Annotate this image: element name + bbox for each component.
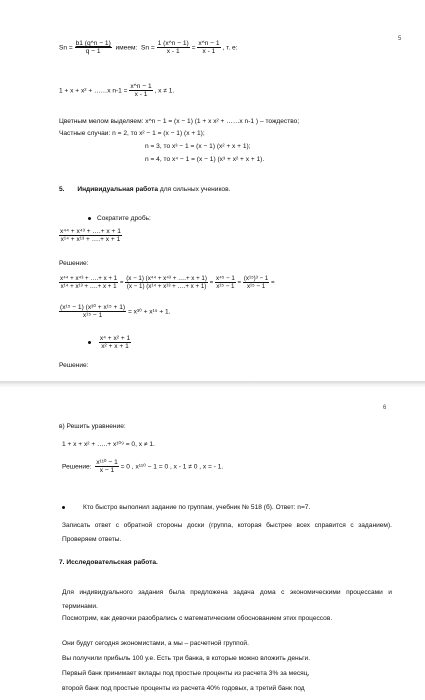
chalk-line: Цветным мелом выделяем: x^n − 1 = (x − 1) (1 + x x² + ……x n-1 ) – тождество; [59,118,300,125]
paragraph-6: второй банк под простые проценты из расчета 40% годовых, а третий банк под [62,685,305,692]
paragraph-5: Первый банк принимает вклады под простые проценты из расчета 3% за месяц, [62,670,310,677]
special-cases: Частные случаи: n = 2, то x² − 1 = (x − 1) (x + 1); [59,130,205,137]
case-4: n = 4, то x⁴ − 1 = (x − 1) (x³ + x² + x + 1). [145,156,265,163]
record-answer-text: Записать ответ с обратной стороны доски (группа, которая быстрее всех справится с заданием). Проверяем ответы. [62,522,392,543]
sum-formula-line: Sn = $\frac{b1 (q\^{}n - 1)}{q - 1}$ имеем: Sn = $\frac{1 (x\^{}n - 1)}{x - 1}$ = $\frac{x\^{}n - 1}{x - 1}$ , т. е: [59,40,238,55]
part-v: в) Решить уравнение: [59,423,126,430]
solution-label-2: Решение: [59,362,89,369]
page-number: 6 [383,405,387,411]
equation-solution: Решение: $\frac{\text{x¹¹⁰ − 1}}{x - 1}$ = 0 , x¹¹⁰ − 1 = 0 , x - 1 ≠ 0 , x = - 1. [62,459,224,474]
section-7-heading: 7. Исследовательская работа. [59,559,158,566]
fast-task-bullet: Кто быстро выполнил задание по группам, учебник № 518 (б). Ответ: n=7. [62,504,310,512]
paragraph-3: Они будут сегодня экономистами, а мы – расчетной группой. [62,640,249,647]
sum-formula-fraction: $\frac{b1 (q\^{}n - 1)}{q - 1}$ [75,40,111,55]
fraction-1: $\frac{\text{x⁴⁴ + x⁴³ + ….+ x + 1}}{\text{x¹⁴ + x¹³ + ….+ x + 1}}$ [60,228,121,243]
paragraph-4: Вы получили прибыль 100 у.е. Есть три банка, в которые можно вложить деньги. [62,655,311,662]
equation: 1 + x + x² + …..+ x¹⁰⁹ = 0, x ≠ 1. [62,441,155,448]
section-5-heading: 5. Индивидуальная работа для сильных учеников. [59,186,231,193]
case-3: n = 3, то x³ − 1 = (x − 1) (x² + x + 1); [145,143,251,150]
bullet-icon [88,341,91,344]
task-bullet: Сократите дробь: [88,215,151,223]
solution-label: Решение: [59,260,89,267]
solution-line-2: $\frac{\text{(x¹⁵ − 1) (x³⁰ + x¹⁵ + 1)}}{\text{x¹⁵ − 1}}$ = x³⁰ + x¹⁵ + 1. [60,304,171,319]
paragraph-2: Посмотрим, как девочки разобрались с математическим обоснованием этих процессов. [62,615,333,622]
page-6 [0,387,425,700]
solution-line-1: $\frac{\text{x⁴⁴ + x⁴³ + ….+ x + 1}}{\text{x¹⁴ + x¹³ + ….+ x + 1}}$ = $\frac{\text{(x − 1) (x⁴⁴ + x⁴³ + ….+ x + 1)}}{\text{(x − 1) (x¹⁴ + x¹³ + ….+ x + 1)}}$ = $\frac{\text{x⁴⁵ − 1}}{\text{x¹⁵ − 1}}$ = $\frac{\text{(x¹⁵)³ − 1}}{\text{x¹⁵ − 1}}$ = [60,275,275,290]
series-line: 1 + x + x² + ……x n-1 = $\frac{x\^{}n - 1}{x - 1}$ , x ≠ 1. [59,83,175,98]
fraction-2: $\frac{\text{x⁴ + x² + 1}}{\text{x² + x + 1}}$ [88,335,131,350]
bullet-icon [88,217,91,220]
paragraph-1: Для индивидуального задания была предложена задача дома с экономическими процессами и терминами. [62,589,392,610]
page-number: 5 [398,36,402,42]
bullet-icon [62,506,65,509]
